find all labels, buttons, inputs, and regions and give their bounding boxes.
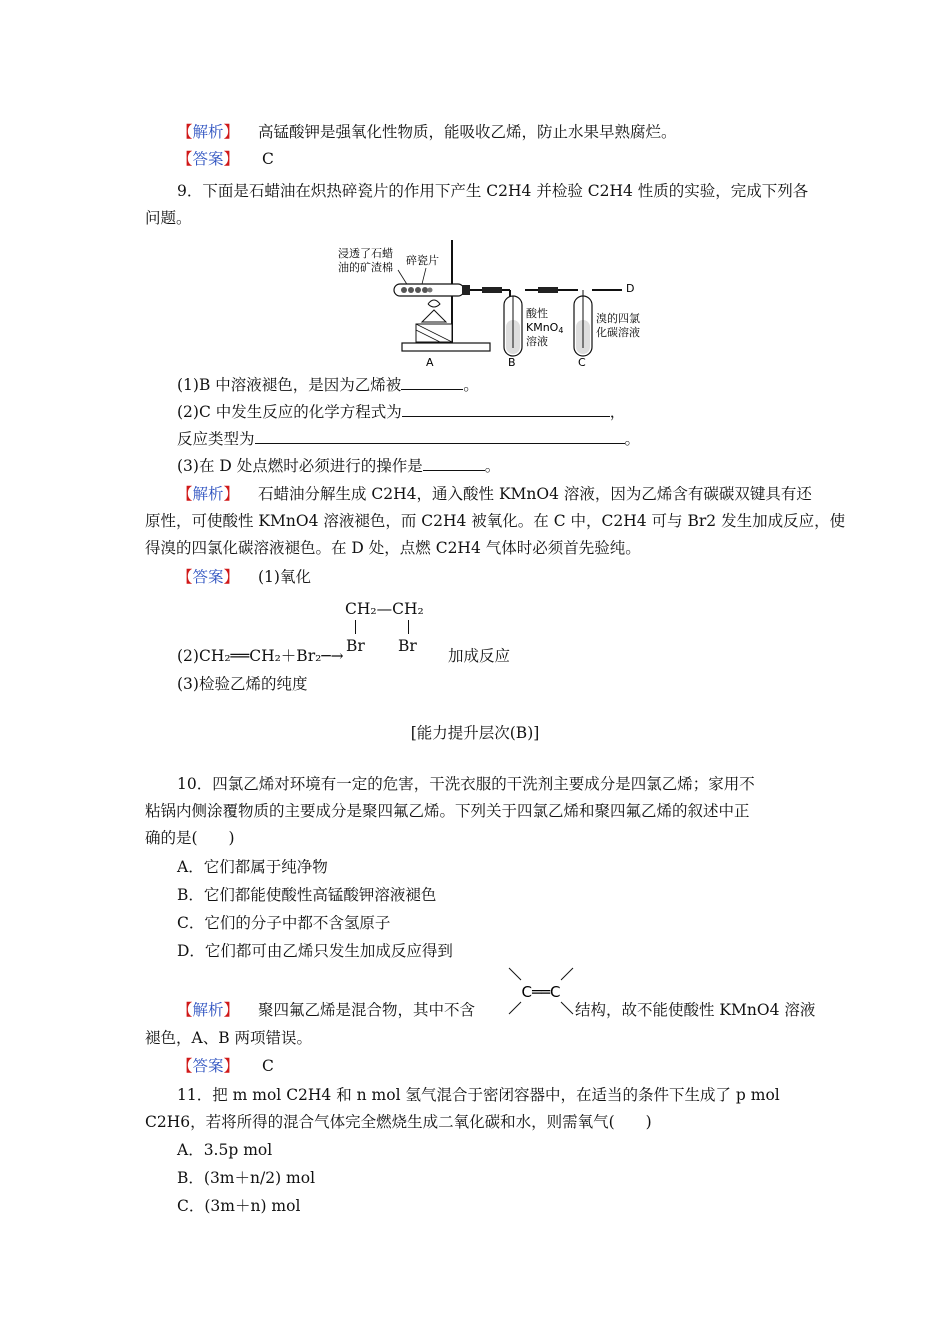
- analysis-tag: 【解析】: [177, 485, 240, 503]
- q9-stem-line1: 9．下面是石蜡油在炽热碎瓷片的作用下产生 C2H4 并检验 C2H4 性质的实验，完成下列各: [177, 182, 809, 200]
- analysis-tag: 【解析】: [177, 1001, 240, 1019]
- q10-stem-l1: 10．四氯乙烯对环境有一定的危害，干洗衣服的干洗剂主要成分是四氯乙烯；家用不: [177, 775, 755, 793]
- q9-answer-2-br-1: Br: [346, 637, 365, 655]
- analysis-tag: 【解析】: [177, 123, 240, 141]
- q10-stem-l3: 确的是( ): [145, 829, 235, 847]
- q9-sub2: (2)C 中发生反应的化学方程式为 ，: [177, 403, 626, 421]
- q9-analysis-l1: 【解析】 石蜡油分解生成 C2H4，通入酸性 KMnO4 溶液，因为乙烯含有碳碳双键具有还: [177, 485, 812, 503]
- q11-option-c: C．(3m＋n) mol: [177, 1197, 301, 1215]
- cc-label: C══C: [521, 983, 561, 1001]
- cc-double-bond-structure: [505, 962, 577, 1020]
- q9-answer-2-product-top: CH₂—CH₂: [345, 600, 424, 618]
- svg-text:KMnO4: [526, 321, 563, 335]
- answer-tag: 【答案】: [177, 1057, 240, 1075]
- q9-sub3: (3)在 D 处点燃时必须进行的操作是 。: [177, 457, 501, 475]
- caption-c: C: [578, 356, 586, 369]
- q9-answer-2: (2)CH₂══CH₂＋Br₂─→: [177, 647, 344, 665]
- caption-a: A: [426, 356, 434, 369]
- label-b-3: 溶液: [526, 335, 548, 348]
- q9-sub2b: 反应类型为 。: [177, 430, 641, 448]
- label-d: D: [626, 282, 635, 295]
- section-heading: [能力提升层次(B)]: [410, 724, 540, 742]
- q11-stem-l2: C2H6，若将所得的混合气体完全燃烧生成二氧化碳和水，则需氧气( ): [145, 1113, 652, 1131]
- q10-analysis: 【解析】 聚四氟乙烯是混合物，其中不含: [177, 1001, 475, 1019]
- label-b-2: KMnO: [526, 321, 559, 334]
- q10-stem-l2: 粘锅内侧涂覆物质的主要成分是聚四氟乙烯。下列关于四氯乙烯和聚四氟乙烯的叙述中正: [145, 802, 750, 820]
- q11-option-a: A．3.5p mol: [177, 1141, 273, 1159]
- apparatus-figure: [330, 240, 650, 370]
- q9-answer-2-type: 加成反应: [448, 647, 511, 665]
- q10-answer: 【答案】 C: [177, 1057, 274, 1075]
- label-chips: 碎瓷片: [406, 254, 439, 267]
- q10-analysis-l2: 褪色，A、B 两项错误。: [145, 1029, 313, 1047]
- q9-answer-2-bond-1: [355, 620, 356, 634]
- q8-analysis: 【解析】 高锰酸钾是强氧化性物质，能吸收乙烯，防止水果早熟腐烂。: [177, 123, 677, 141]
- q9-analysis-l2: 原性，可使酸性 KMnO4 溶液褪色，而 C2H4 被氧化。在 C 中，C2H4 可与 Br2 发生加成反应，使: [145, 512, 846, 530]
- q11-stem-l1: 11．把 m mol C2H4 和 n mol 氢气混合于密闭容器中，在适当的条件下生成了 p mol: [177, 1086, 780, 1104]
- q8-answer: 【答案】 C: [177, 150, 274, 168]
- blank: [423, 456, 485, 471]
- q9-analysis-l3: 得溴的四氯化碳溶液褪色。在 D 处，点燃 C2H4 气体时必须首先验纯。: [145, 539, 641, 557]
- q9-answer-2-br-2: Br: [398, 637, 417, 655]
- blank: [402, 402, 610, 417]
- q9-answer-1: 【答案】 (1)氧化: [177, 568, 311, 586]
- q10-option-b: B．它们都能使酸性高锰酸钾溶液褪色: [177, 886, 437, 904]
- label-c-1: 溴的四氯: [596, 312, 640, 325]
- q11-option-b: B．(3m＋n/2) mol: [177, 1169, 316, 1187]
- q9-stem-line2: 问题。: [145, 209, 192, 227]
- q9-sub1: (1)B 中溶液褪色，是因为乙烯被 。: [177, 376, 479, 394]
- label-mineral-wool-2: 油的矿渣棉: [338, 261, 393, 274]
- label-b-1: 酸性: [526, 307, 548, 320]
- answer-tag: 【答案】: [177, 568, 240, 586]
- q10-option-a: A．它们都属于纯净物: [177, 858, 328, 876]
- q10-analysis-cont: 结构，故不能使酸性 KMnO4 溶液: [575, 1001, 816, 1019]
- blank: [255, 429, 625, 444]
- label-c-2: 化碳溶液: [596, 326, 640, 339]
- q10-option-c: C．它们的分子中都不含氢原子: [177, 914, 391, 932]
- label-b-2-sub: 4: [558, 326, 564, 335]
- q10-option-d: D．它们都可由乙烯只发生加成反应得到: [177, 942, 453, 960]
- q9-answer-3: (3)检验乙烯的纯度: [177, 675, 308, 693]
- answer-tag: 【答案】: [177, 150, 240, 168]
- label-mineral-wool-1: 浸透了石蜡: [338, 247, 393, 260]
- q9-answer-2-bond-2: [408, 620, 409, 634]
- caption-b: B: [508, 356, 516, 369]
- blank: [401, 375, 463, 390]
